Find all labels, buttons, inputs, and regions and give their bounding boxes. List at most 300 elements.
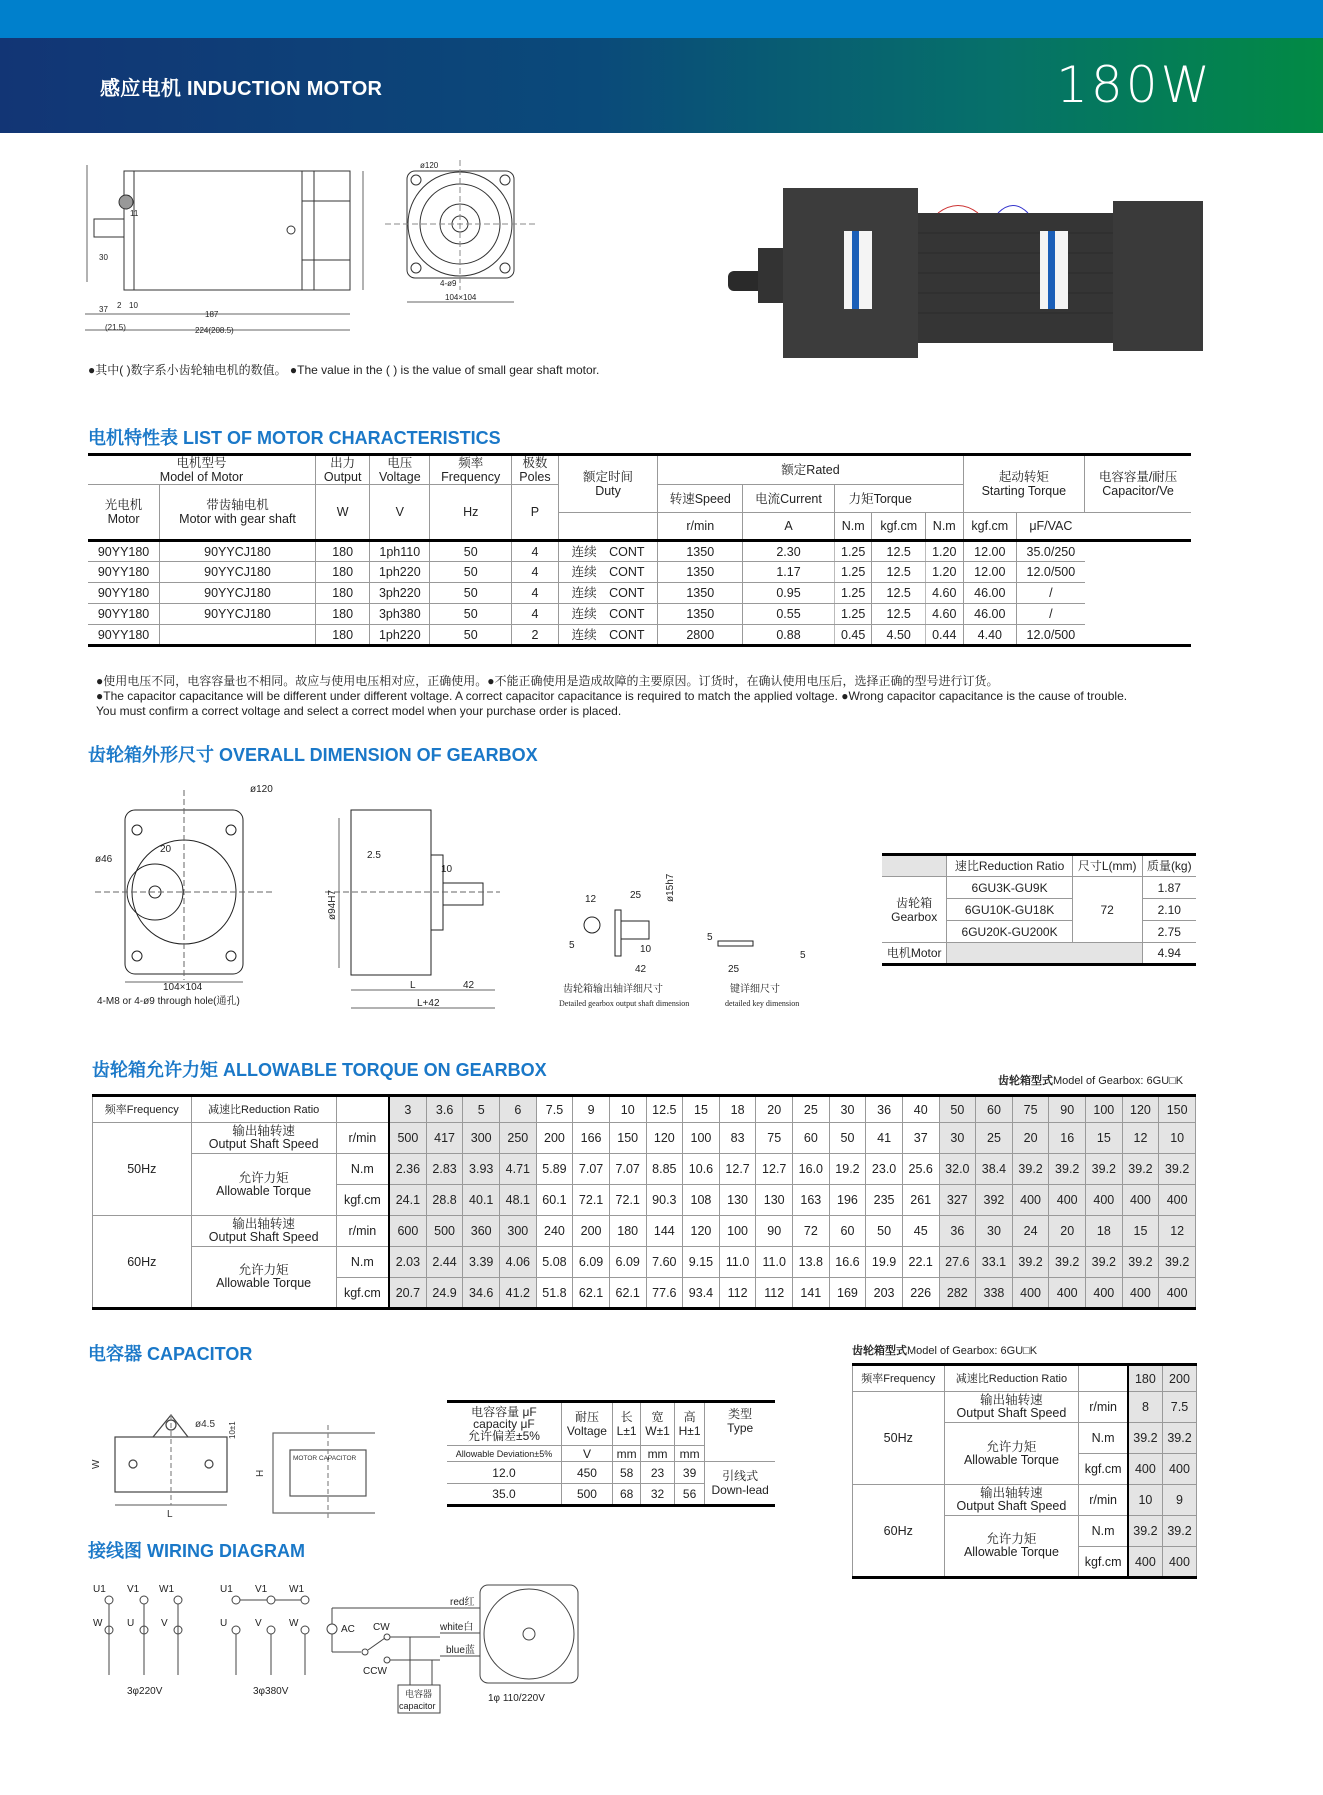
value-cell: 48.1 [500,1185,537,1216]
value-cell: 15 [1086,1123,1123,1154]
capacitor-plate-label: MOTOR CAPACITOR [293,1455,357,1462]
value-cell: 12.7 [719,1154,756,1185]
value-cell: 39.2 [1049,1247,1086,1278]
ratio-cell: 3.6 [426,1096,463,1123]
table-cell: 12.0/500 [1017,625,1085,646]
wire-blue-label: blue蓝 [446,1645,475,1656]
value-cell: 34.6 [463,1278,500,1309]
value-cell: 250 [500,1123,537,1154]
table-cell: 90YYCJ180 [160,583,316,604]
table-cell: 1.25 [834,541,872,562]
table-cell: 50 [430,541,512,562]
allowable-torque-table-2 [852,1363,1197,1579]
table-cell: 12.00 [963,541,1017,562]
value-cell: 62.1 [573,1278,610,1309]
ratio-cell: 90 [1049,1096,1086,1123]
freq-cell: 50Hz [93,1123,192,1216]
unit-cell: r/min [336,1123,389,1154]
dim-label: W [91,1459,102,1469]
value-cell: 22.1 [902,1247,939,1278]
value-cell: 62.1 [609,1278,646,1309]
table-row [88,583,1191,604]
dim-label: ø46 [95,854,113,865]
capacitor-drawing [85,1405,375,1520]
unit-cell: kgf.cm [1079,1454,1128,1485]
table-cell: 4.60 [925,583,963,604]
value-cell: 15 [1122,1216,1159,1247]
table-cell: 1350 [658,562,743,583]
value-cell: 10 [1128,1485,1163,1516]
value-cell: 30 [976,1216,1013,1247]
value-cell: 360 [463,1216,500,1247]
label-cell: 输出轴转速 Output Shaft Speed [944,1485,1079,1516]
capacitor-label-cn: 电容器 [405,1689,433,1699]
value-cell: 72 [793,1216,830,1247]
value-cell: 120 [646,1123,683,1154]
ratio-cell: 60 [976,1096,1013,1123]
table-cell: 180 [315,541,369,562]
terminal-label: U1 [220,1584,233,1595]
value-cell: 41 [866,1123,903,1154]
value-cell: 8.85 [646,1154,683,1185]
ratio-cell: 50 [939,1096,976,1123]
value-cell: 10 [1159,1123,1196,1154]
hdr-model: 电机型号 Model of Motor [88,455,315,485]
table-row [93,1216,1196,1247]
value-cell: 7.07 [609,1154,646,1185]
value-cell: 60 [793,1123,830,1154]
value-cell: 60 [829,1216,866,1247]
note-line: ●使用电压不同，电容容量也不相同。故应与使用电压相对应，正确使用。●不能正确使用是造成故障的主要原因。订货时，在确认使用电压后，选择正确的型号进行订货。 [96,674,999,688]
table-row [93,1247,1196,1278]
table-cell: / [1017,604,1085,625]
table-cell: 4 [512,541,558,562]
table-cell: 0.55 [743,604,835,625]
value-cell: 37 [902,1123,939,1154]
cw-label: CW [373,1622,390,1633]
ratio-cell: 3 [389,1096,426,1123]
value-cell: 39.2 [1122,1247,1159,1278]
shaft-caption-cn: 齿轮箱输出轴详细尺寸 [563,984,663,995]
value-cell: 2.44 [426,1247,463,1278]
value-cell: 203 [866,1278,903,1309]
dim-label: 10 [129,301,138,310]
ratio-cell: 18 [719,1096,756,1123]
value-cell: 20 [1049,1216,1086,1247]
ratio-cell: 40 [902,1096,939,1123]
value-cell: 400 [1128,1547,1163,1578]
dim-label: 224(208.5) [195,326,234,335]
unit-cell: r/min [1079,1392,1128,1423]
value-cell: 93.4 [683,1278,720,1309]
value-cell: 50 [829,1123,866,1154]
value-cell: 200 [536,1123,573,1154]
table-cell: 90YYCJ180 [160,604,316,625]
dim-label: 187 [205,310,219,319]
ratio-cell: 9 [573,1096,610,1123]
label-cell: 输出轴转速 Output Shaft Speed [191,1216,336,1247]
table-cell: 连续 CONT [558,562,658,583]
value-cell: 45 [902,1216,939,1247]
table-cell: 180 [315,625,369,646]
value-cell: 39.2 [1162,1516,1196,1547]
terminal-label: U1 [93,1584,106,1595]
value-cell: 7.5 [1162,1392,1196,1423]
value-cell: 13.8 [793,1247,830,1278]
value-cell: 11.0 [756,1247,793,1278]
value-cell: 30 [939,1123,976,1154]
capacitor-label-en: capacitor [399,1701,436,1711]
value-cell: 12 [1159,1216,1196,1247]
table-cell: 连续 CONT [558,604,658,625]
label-cell: 允许力矩 Allowable Torque [944,1516,1079,1578]
value-cell: 24 [1012,1216,1049,1247]
value-cell: 9.15 [683,1247,720,1278]
value-cell: 108 [683,1185,720,1216]
value-cell: 300 [463,1123,500,1154]
ac-label: AC [341,1624,355,1635]
table-cell: 2 [512,625,558,646]
value-cell: 392 [976,1185,1013,1216]
wire-red-label: red红 [450,1597,475,1608]
value-cell: 90 [756,1216,793,1247]
value-cell: 2.36 [389,1154,426,1185]
outline-note: ●其中( )数字系小齿轮轴电机的数值。 ●The value in the ( ) is the value of small gear shaft motor. [88,363,600,377]
ratio-cell: 6 [500,1096,537,1123]
table-row [93,1123,1196,1154]
dim-label: 104×104 [163,982,203,993]
value-cell: 2.03 [389,1247,426,1278]
value-cell: 400 [1162,1454,1196,1485]
value-cell: 100 [719,1216,756,1247]
value-cell: 112 [756,1278,793,1309]
ratio-cell: 100 [1086,1096,1123,1123]
dim-label: ø94H7 [327,889,338,920]
wiring-motor-diagram [440,1583,585,1713]
value-cell: 150 [609,1123,646,1154]
value-cell: 8 [1128,1392,1163,1423]
table-cell: 1.25 [834,583,872,604]
table-cell: 180 [315,562,369,583]
dim-label: 2.5 [367,850,381,861]
value-cell: 6.09 [573,1247,610,1278]
table-cell: 1350 [658,604,743,625]
dim-label: 5 [569,940,575,951]
table-cell: 0.95 [743,583,835,604]
ccw-label: CCW [363,1666,387,1677]
table-cell: 12.5 [872,562,926,583]
table-cell: 0.44 [925,625,963,646]
dim-label: 2 [117,301,122,310]
table-cell: 12.00 [963,562,1017,583]
table-cell: 1ph220 [370,562,430,583]
terminal-label: U [220,1618,228,1629]
header-banner [0,38,1323,133]
value-cell: 24.9 [426,1278,463,1309]
table-cell: 1350 [658,583,743,604]
section-title-allowable-torque: 齿轮箱允许力矩 ALLOWABLE TORQUE ON GEARBOX [92,1060,547,1080]
hdr-ratio: 减速比Reduction Ratio [191,1096,336,1123]
section-title-wiring: 接线图 WIRING DIAGRAM [88,1541,305,1561]
table-cell: 90YYCJ180 [160,541,316,562]
capacitor-table: 电容容量 μF capacity μF 允许偏差±5% 耐压 Voltage 长 L±1 宽 W±1 高 H±1 类型 Type Allowable Deviation±5% V mm mm mm 12.0 450 58 23 39 引线式 Down-lead 35.0 500 68 32 56 [447,1400,775,1507]
motor-photo [728,183,1203,361]
value-cell: 120 [683,1216,720,1247]
value-cell: 39.2 [1159,1247,1196,1278]
voltage-label: 3φ380V [253,1686,289,1697]
value-cell: 20 [1012,1123,1049,1154]
value-cell: 39.2 [1012,1154,1049,1185]
value-cell: 27.6 [939,1247,976,1278]
value-cell: 39.2 [1086,1247,1123,1278]
dim-label: 11 [130,209,139,218]
table-row [853,1485,1197,1516]
unit-cell: N.m [336,1247,389,1278]
value-cell: 32.0 [939,1154,976,1185]
table-cell: 50 [430,625,512,646]
table-cell: 46.00 [963,583,1017,604]
table-cell: / [1017,583,1085,604]
value-cell: 60.1 [536,1185,573,1216]
value-cell: 41.2 [500,1278,537,1309]
value-cell: 4.06 [500,1247,537,1278]
value-cell: 5.89 [536,1154,573,1185]
terminal-label: W [93,1618,103,1629]
value-cell: 130 [719,1185,756,1216]
dim-label: 10±1 [228,1421,237,1439]
value-cell: 144 [646,1216,683,1247]
value-cell: 500 [426,1216,463,1247]
value-cell: 19.9 [866,1247,903,1278]
key-caption-cn: 键详细尺寸 [730,984,780,995]
terminal-label: V [255,1618,262,1629]
terminal-label: U [127,1618,135,1629]
value-cell: 36 [939,1216,976,1247]
table-row [853,1392,1197,1423]
value-cell: 7.07 [573,1154,610,1185]
dim-label: 25 [728,964,740,975]
table-cell: 1.20 [925,541,963,562]
table-cell: 4 [512,604,558,625]
value-cell: 23.0 [866,1154,903,1185]
terminal-label: W [289,1618,299,1629]
value-cell: 50 [866,1216,903,1247]
table-cell: 4 [512,583,558,604]
label-cell: 输出轴转速 Output Shaft Speed [191,1123,336,1154]
table-cell: 46.00 [963,604,1017,625]
value-cell: 39.2 [1122,1154,1159,1185]
value-cell: 400 [1159,1185,1196,1216]
ratio-cell: 75 [1012,1096,1049,1123]
table-cell: 0.88 [743,625,835,646]
value-cell: 500 [389,1123,426,1154]
ratio-cell: 30 [829,1096,866,1123]
value-cell: 235 [866,1185,903,1216]
value-cell: 226 [902,1278,939,1309]
ratio-cell: 12.5 [646,1096,683,1123]
ratio-cell: 25 [793,1096,830,1123]
value-cell: 400 [1012,1278,1049,1309]
dim-label: 12 [585,894,597,905]
label-cell: 允许力矩 Allowable Torque [944,1423,1079,1485]
dim-label: ø120 [250,784,273,795]
page-title: 感应电机 INDUCTION MOTOR [100,78,383,100]
table-cell: 4.50 [872,625,926,646]
gearbox-model-note: 齿轮箱型式Model of Gearbox: 6GU□K [998,1075,1184,1087]
value-cell: 400 [1122,1185,1159,1216]
value-cell: 51.8 [536,1278,573,1309]
value-cell: 19.2 [829,1154,866,1185]
note-line: You must confirm a correct voltage and select a correct model when your purchase order is placed. [96,704,622,718]
ratio-cell: 36 [866,1096,903,1123]
terminal-label: W1 [289,1584,304,1595]
value-cell: 400 [1049,1185,1086,1216]
dim-label: 4-M8 or 4-ø9 through hole(通孔) [97,996,240,1007]
table-cell: 1ph110 [370,541,430,562]
dim-label: L [167,1509,173,1520]
value-cell: 400 [1012,1185,1049,1216]
freq-cell: 60Hz [93,1216,192,1309]
table-cell: 35.0/250 [1017,541,1085,562]
value-cell: 39.2 [1086,1154,1123,1185]
ratio-cell: 120 [1122,1096,1159,1123]
value-cell: 25.6 [902,1154,939,1185]
value-cell: 38.4 [976,1154,1013,1185]
value-cell: 39.2 [1162,1423,1196,1454]
table-row [88,562,1191,583]
gearbox-mass-table: 速比Reduction Ratio 尺寸L(mm) 质量(kg) 齿轮箱 Gearbox 6GU3K-GU9K 72 1.87 6GU10K-GU18K 2.10 6GU20K-GU200K 2.75 电机Motor 4.94 [882,853,1196,966]
table-cell: 1.17 [743,562,835,583]
unit-cell: kgf.cm [1079,1547,1128,1578]
table-row [88,625,1191,646]
value-cell: 417 [426,1123,463,1154]
table-cell: 连续 CONT [558,541,658,562]
table-cell: 50 [430,583,512,604]
value-cell: 400 [1128,1454,1163,1485]
dim-label: 10 [640,944,652,955]
value-cell: 18 [1086,1216,1123,1247]
freq-cell: 60Hz [853,1485,945,1578]
table-cell: 90YY180 [88,583,160,604]
value-cell: 400 [1086,1278,1123,1309]
table-cell: 0.45 [834,625,872,646]
motor-characteristics-table: 电机型号 Model of Motor 出力 Output 电压 Voltage 频率 Frequency 极数 Poles 额定时间 Duty 额定Rated 起动转矩 Starting Torque 电容容量/耐压 Capacitor/Ve 光电机 Motor 带齿轴电机 Motor with gear shaft W V Hz P 转速Speed 电流Current 力矩Torque r/min A N.m kgf.cm N.m kgf.cm μF/VAC 90YY180 90YYCJ180 180 1ph110 50 4 连续 CONT 1350 2.30 1.25 12.5 1.20 12.00 35.0/250 90YY180 90YYCJ180 180 1ph220 50 4 连续 CONT 1350 1.17 1.25 12.5 1.20 12.00 12.0/500 90YY180 90YYCJ180 180 3ph220 50 4 连续 CONT 1350 0.95 1.25 12.5 4.60 46.00 / 90YY180 90YYCJ180 180 3ph380 50 4 连续 CONT 1350 0.55 1.25 12.5 4.60 46.00 / 90YY180 180 1ph220 50 2 连续 CONT 2800 0.88 0.45 4.50 0.44 4.40 12.0/500 [88,453,1191,647]
table-cell: 1.25 [834,562,872,583]
terminal-label: V1 [127,1584,140,1595]
value-cell: 166 [573,1123,610,1154]
unit-cell: kgf.cm [336,1185,389,1216]
value-cell: 196 [829,1185,866,1216]
value-cell: 16.6 [829,1247,866,1278]
table-cell: 3ph220 [370,583,430,604]
table-cell: 连续 CONT [558,625,658,646]
value-cell: 11.0 [719,1247,756,1278]
dim-label: ø15h7 [665,873,676,902]
ratio-cell: 10 [609,1096,646,1123]
value-cell: 16 [1049,1123,1086,1154]
value-cell: 180 [609,1216,646,1247]
unit-cell: N.m [1079,1423,1128,1454]
ratio-cell: 150 [1159,1096,1196,1123]
value-cell: 39.2 [1128,1516,1163,1547]
motor-outline-drawing [85,160,545,350]
table-row [88,604,1191,625]
table-cell: 50 [430,604,512,625]
value-cell: 40.1 [463,1185,500,1216]
ratio-cell: 200 [1162,1365,1196,1392]
value-cell: 600 [389,1216,426,1247]
section-title-capacitor: 电容器 CAPACITOR [88,1344,253,1364]
value-cell: 282 [939,1278,976,1309]
key-caption-en: detailed key dimension [725,999,800,1008]
value-cell: 10.6 [683,1154,720,1185]
ratio-cell: 7.5 [536,1096,573,1123]
dim-label: 42 [635,964,647,975]
shaft-caption-en: Detailed gearbox output shaft dimension [559,999,690,1008]
terminal-label: V1 [255,1584,268,1595]
value-cell: 112 [719,1278,756,1309]
terminal-label: V [161,1618,168,1629]
value-cell: 400 [1159,1278,1196,1309]
table-row [93,1154,1196,1185]
gearbox-model-note-2: 齿轮箱型式Model of Gearbox: 6GU□K [852,1345,1038,1357]
unit-cell: N.m [1079,1516,1128,1547]
table-cell: 3ph380 [370,604,430,625]
dim-label: 42 [463,980,475,991]
dim-label: ø4.5 [195,1419,216,1430]
table-cell: 连续 CONT [558,583,658,604]
dim-label: (21.5) [105,323,126,332]
table-cell: 90YY180 [88,604,160,625]
ratio-cell: 180 [1128,1365,1163,1392]
dim-label: L [410,980,416,991]
dim-label: 5 [800,950,806,961]
table-cell: 12.0/500 [1017,562,1085,583]
value-cell: 39.2 [1012,1247,1049,1278]
characteristics-notes [96,674,1127,719]
allowable-torque-table [92,1094,1196,1310]
value-cell: 75 [756,1123,793,1154]
table-cell: 2800 [658,625,743,646]
value-cell: 5.08 [536,1247,573,1278]
table-cell: 90YY180 [88,625,160,646]
table-cell: 180 [315,604,369,625]
motor-voltage-label: 1φ 110/220V [488,1693,545,1704]
value-cell: 20.7 [389,1278,426,1309]
value-cell: 39.2 [1128,1423,1163,1454]
value-cell: 83 [719,1123,756,1154]
table-cell: 4.60 [925,604,963,625]
hdr-ratio: 减速比Reduction Ratio [944,1365,1079,1392]
dim-label: 20 [160,844,172,855]
dim-label: 37 [99,305,108,314]
wire-white-label: white白 [440,1622,474,1633]
table-cell: 1.20 [925,562,963,583]
unit-cell: r/min [336,1216,389,1247]
table-cell: 180 [315,583,369,604]
power-rating: 180W [1056,56,1213,114]
ratio-cell: 20 [756,1096,793,1123]
unit-cell: kgf.cm [336,1278,389,1309]
table-cell: 4 [512,562,558,583]
value-cell: 100 [683,1123,720,1154]
table-cell [160,625,316,646]
table-cell: 1.25 [834,604,872,625]
value-cell: 12 [1122,1123,1159,1154]
value-cell: 400 [1122,1278,1159,1309]
value-cell: 163 [793,1185,830,1216]
table-cell: 4.40 [963,625,1017,646]
